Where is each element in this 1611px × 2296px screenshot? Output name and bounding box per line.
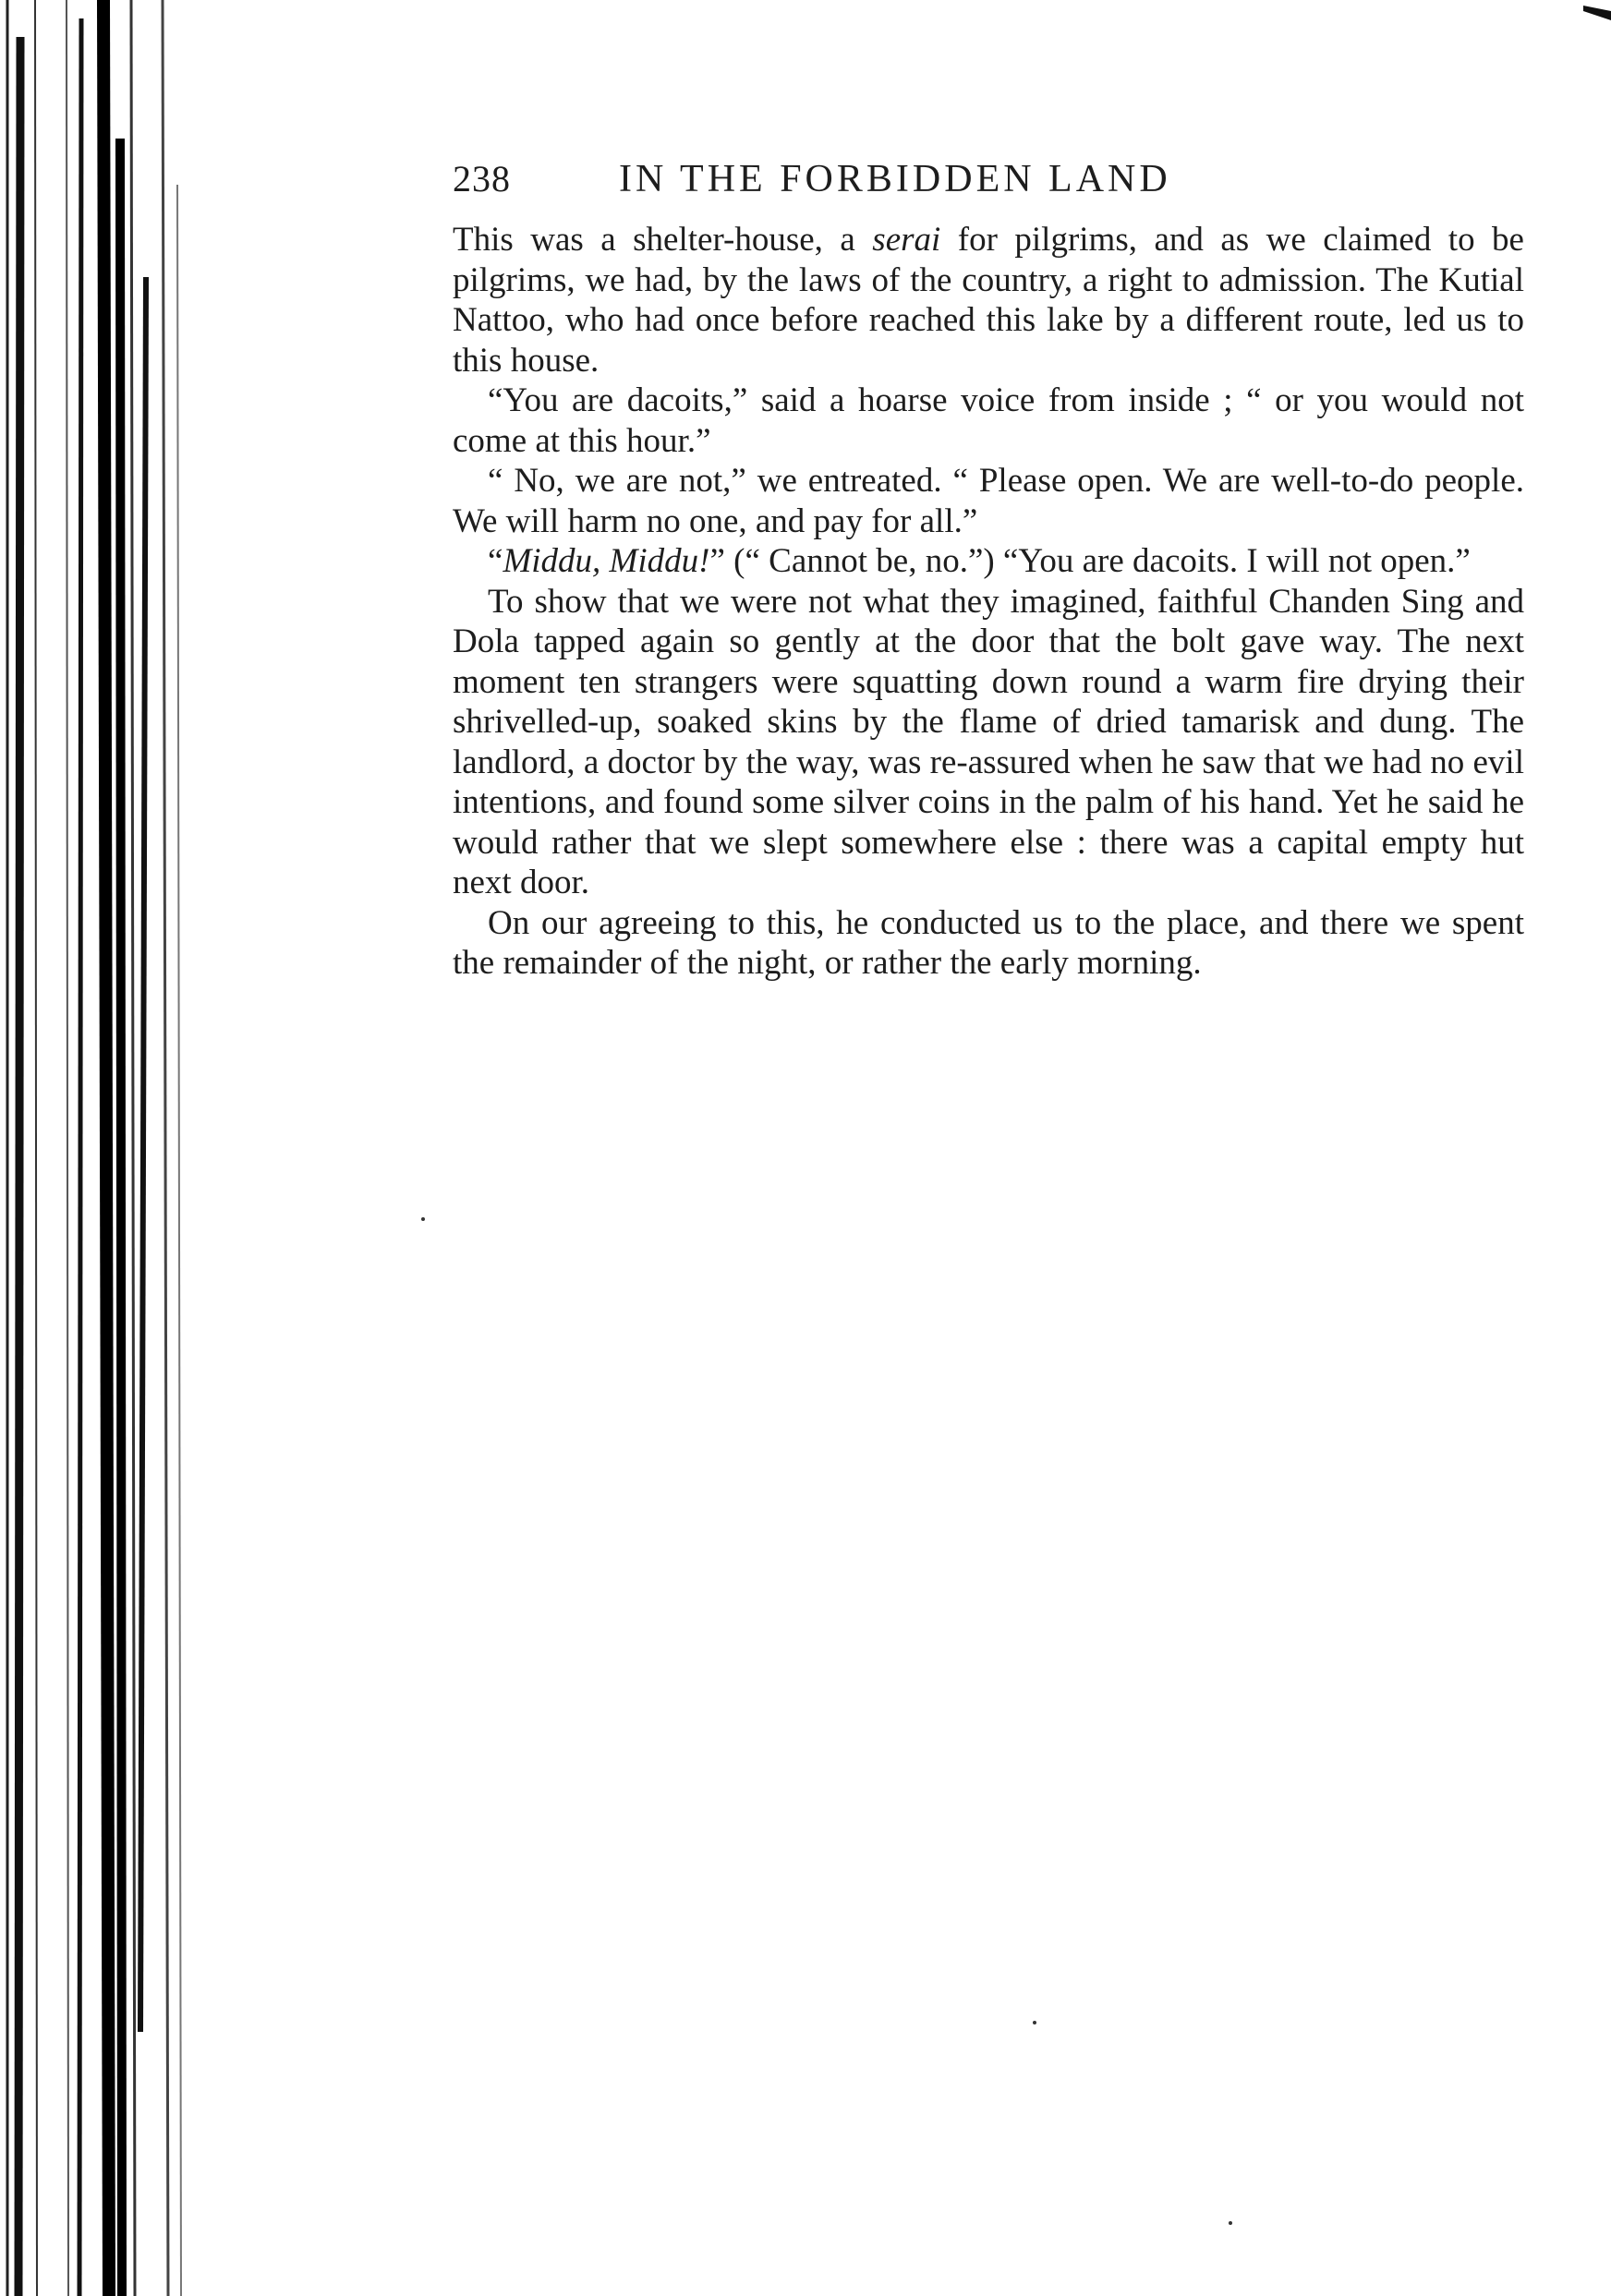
speck — [421, 1217, 425, 1221]
paragraph — [453, 541, 1524, 582]
paragraph — [453, 381, 1524, 461]
paragraph — [453, 582, 1524, 903]
speck — [1033, 2021, 1036, 2024]
text-segment: To show that we were not what they imagined, faithful Chanden Sing and Dola tapped again so gently at the door that the bolt gave way. The next moment ten strangers were squatting down round a warm fire drying their shrivelled-up, soaked skins by the flame of dried tamarisk and dung. The landlord, a doctor by the way, was re-assured when he saw that we had no evil intentions, and found some silver coins in the palm of his hand. Yet he said he would rather that we slept somewhere else : there was a capital empty hut next door. — [453, 582, 1524, 901]
running-head — [453, 157, 1524, 212]
page-number: 238 — [453, 158, 511, 199]
book-title: IN THE FORBIDDEN LAND — [619, 158, 1171, 200]
page-gutter — [0, 0, 194, 2296]
text-segment: “ — [488, 542, 503, 580]
paragraph — [453, 220, 1524, 381]
text-segment: for pilgrims, and as we claimed to be pilgrims, we had, by the laws of the country, a right to admission. The Kutial Nattoo, who had once before reached this lake by a different route, led us to this house. — [453, 221, 1524, 380]
text-segment: “ No, we are not,” we entreated. “ Please open. We are well-to-do people. We will harm no one, and pay for all.” — [453, 462, 1524, 540]
italic-text: Middu, Middu! — [503, 542, 710, 580]
paragraph — [453, 461, 1524, 541]
corner-mark — [1556, 0, 1611, 28]
text-segment: ” (“ Cannot be, no.”) “You are dacoits. I will not open.” — [709, 542, 1471, 580]
text-segment: This was a shelter-house, a — [453, 221, 873, 259]
speck — [1229, 2221, 1232, 2225]
text-segment: “You are dacoits,” said a hoarse voice from inside ; “ or you would not come at this hour.” — [453, 381, 1524, 460]
body-text — [453, 220, 1524, 984]
text-segment: On our agreeing to this, he conducted us to the place, and there we spent the remainder of the night, or rather the early morning. — [453, 903, 1524, 982]
italic-text: serai — [872, 221, 941, 259]
book-page — [453, 157, 1524, 984]
paragraph — [453, 903, 1524, 984]
